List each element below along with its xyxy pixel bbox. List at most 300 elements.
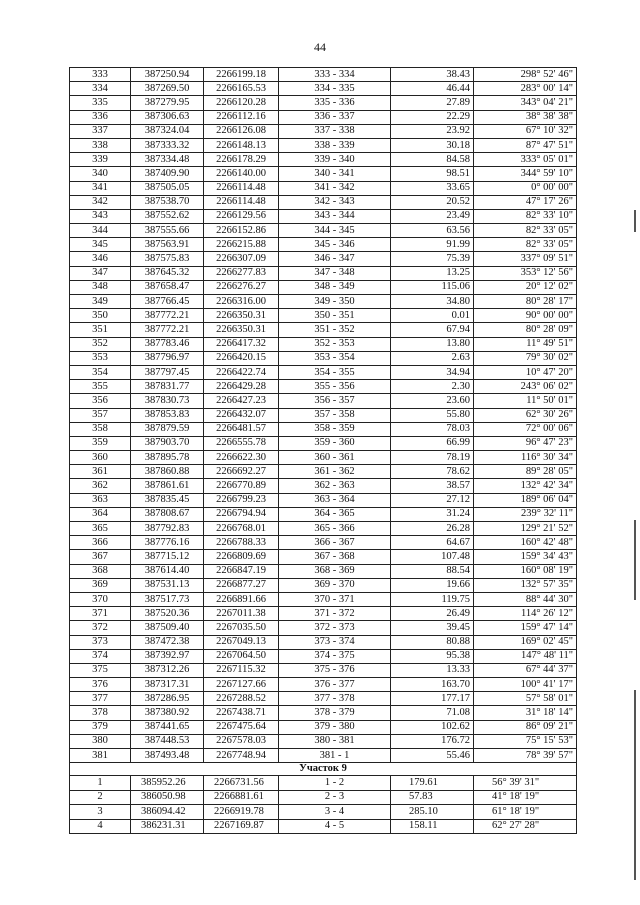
scan-edge-mark [634,210,636,232]
line-segment-cell: 376 - 377 [279,678,391,692]
table-row [70,280,577,294]
point-number-cell: 345 [70,238,131,252]
table-row [70,507,577,521]
y-coordinate-cell: 2266429.28 [204,380,279,394]
table-row [70,493,577,507]
line-segment-cell: 341 - 342 [279,181,391,195]
length-cell: 13.25 [391,266,474,280]
y-coordinate-cell: 2267578.03 [204,734,279,748]
point-number-cell: 360 [70,451,131,465]
x-coordinate-cell: 387860.88 [131,465,204,479]
x-coordinate-cell: 387409.90 [131,167,204,181]
direction-angle-cell: 337° 09' 51" [474,252,577,266]
direction-angle-cell: 67° 10' 32" [474,124,577,138]
direction-angle-cell: 96° 47' 23" [474,436,577,450]
point-number-cell: 362 [70,479,131,493]
length-cell: 34.94 [391,365,474,379]
length-cell: 13.33 [391,663,474,677]
line-segment-cell: 1 - 2 [279,776,391,791]
length-cell: 78.19 [391,451,474,465]
length-cell: 119.75 [391,592,474,606]
page-number: 44 [314,40,326,54]
line-segment-cell: 4 - 5 [279,819,391,834]
x-coordinate-cell: 387783.46 [131,337,204,351]
direction-angle-cell: 132° 57' 35" [474,578,577,592]
table-row [70,564,577,578]
table-row [70,522,577,536]
length-cell: 57.83 [391,790,474,805]
length-cell: 27.12 [391,493,474,507]
table-row [70,692,577,706]
direction-angle-cell: 132° 42' 34" [474,479,577,493]
direction-angle-cell: 38° 38' 38" [474,110,577,124]
y-coordinate-cell: 2266178.29 [204,153,279,167]
direction-angle-cell: 159° 47' 14" [474,621,577,635]
x-coordinate-cell: 387835.45 [131,493,204,507]
y-coordinate-cell: 2266768.01 [204,522,279,536]
point-number-cell: 353 [70,351,131,365]
line-segment-cell: 346 - 347 [279,252,391,266]
point-number-cell: 336 [70,110,131,124]
table-row [70,167,577,181]
table-row [70,451,577,465]
table-row [70,607,577,621]
length-cell: 38.57 [391,479,474,493]
direction-angle-cell: 344° 59' 10" [474,167,577,181]
line-segment-cell: 377 - 378 [279,692,391,706]
length-cell: 26.28 [391,522,474,536]
length-cell: 39.45 [391,621,474,635]
table-row [70,649,577,663]
line-segment-cell: 364 - 365 [279,507,391,521]
table-row [70,110,577,124]
y-coordinate-cell: 2266481.57 [204,422,279,436]
line-segment-cell: 367 - 368 [279,550,391,564]
y-coordinate-cell: 2266770.89 [204,479,279,493]
y-coordinate-cell: 2266788.33 [204,536,279,550]
line-segment-cell: 351 - 352 [279,323,391,337]
length-cell: 78.03 [391,422,474,436]
point-number-cell: 381 [70,749,131,763]
table-row [70,536,577,550]
point-number-cell: 355 [70,380,131,394]
point-number-cell: 350 [70,309,131,323]
x-coordinate-cell: 387324.04 [131,124,204,138]
y-coordinate-cell: 2266114.48 [204,181,279,195]
line-segment-cell: 357 - 358 [279,408,391,422]
point-number-cell: 370 [70,592,131,606]
direction-angle-cell: 82° 33' 10" [474,209,577,223]
length-cell: 71.08 [391,706,474,720]
x-coordinate-cell: 387879.59 [131,422,204,436]
point-number-cell: 346 [70,252,131,266]
y-coordinate-cell: 2266114.48 [204,195,279,209]
direction-angle-cell: 89° 28' 05" [474,465,577,479]
direction-angle-cell: 20° 12' 02" [474,280,577,294]
line-segment-cell: 337 - 338 [279,124,391,138]
x-coordinate-cell: 385952.26 [131,776,204,791]
x-coordinate-cell: 387279.95 [131,96,204,110]
y-coordinate-cell: 2267475.64 [204,720,279,734]
table-row [70,380,577,394]
line-segment-cell: 379 - 380 [279,720,391,734]
line-segment-cell: 344 - 345 [279,224,391,238]
length-cell: 63.56 [391,224,474,238]
y-coordinate-cell: 2266881.61 [204,790,279,805]
point-number-cell: 333 [70,68,131,82]
line-segment-cell: 368 - 369 [279,564,391,578]
table-row [70,82,577,96]
table-row [70,96,577,110]
direction-angle-cell: 47° 17' 26" [474,195,577,209]
direction-angle-cell: 100° 41' 17" [474,678,577,692]
length-cell: 13.80 [391,337,474,351]
line-segment-cell: 347 - 348 [279,266,391,280]
direction-angle-cell: 243° 06' 02" [474,380,577,394]
direction-angle-cell: 56° 39' 31" [474,776,577,791]
direction-angle-cell: 75° 15' 53" [474,734,577,748]
length-cell: 177.17 [391,692,474,706]
direction-angle-cell: 88° 44' 30" [474,592,577,606]
line-segment-cell: 372 - 373 [279,621,391,635]
point-number-cell: 380 [70,734,131,748]
length-cell: 2.63 [391,351,474,365]
scan-edge-mark [634,520,636,600]
x-coordinate-cell: 387317.31 [131,678,204,692]
line-segment-cell: 363 - 364 [279,493,391,507]
point-number-cell: 379 [70,720,131,734]
direction-angle-cell: 116° 30' 34" [474,451,577,465]
y-coordinate-cell: 2266120.28 [204,96,279,110]
x-coordinate-cell: 387493.48 [131,749,204,763]
point-number-cell: 351 [70,323,131,337]
direction-angle-cell: 189° 06' 04" [474,493,577,507]
length-cell: 23.60 [391,394,474,408]
direction-angle-cell: 129° 21' 52" [474,522,577,536]
x-coordinate-cell: 387333.32 [131,138,204,152]
direction-angle-cell: 160° 42' 48" [474,536,577,550]
length-cell: 27.89 [391,96,474,110]
direction-angle-cell: 87° 47' 51" [474,138,577,152]
direction-angle-cell: 82° 33' 05" [474,224,577,238]
line-segment-cell: 349 - 350 [279,295,391,309]
point-number-cell: 378 [70,706,131,720]
direction-angle-cell: 333° 05' 01" [474,153,577,167]
point-number-cell: 365 [70,522,131,536]
direction-angle-cell: 298° 52' 46" [474,68,577,82]
table-row [70,365,577,379]
point-number-cell: 4 [70,819,131,834]
x-coordinate-cell: 387520.36 [131,607,204,621]
direction-angle-cell: 90° 00' 00" [474,309,577,323]
section-header-row [70,763,577,776]
direction-angle-cell: 67° 44' 37" [474,663,577,677]
point-number-cell: 349 [70,295,131,309]
line-segment-cell: 338 - 339 [279,138,391,152]
point-number-cell: 375 [70,663,131,677]
table-row [70,181,577,195]
x-coordinate-cell: 387531.13 [131,578,204,592]
y-coordinate-cell: 2266277.83 [204,266,279,280]
x-coordinate-cell: 387831.77 [131,380,204,394]
table-row [70,138,577,152]
line-segment-cell: 366 - 367 [279,536,391,550]
point-number-cell: 358 [70,422,131,436]
line-segment-cell: 371 - 372 [279,607,391,621]
direction-angle-cell: 11° 50' 01" [474,394,577,408]
line-segment-cell: 362 - 363 [279,479,391,493]
line-segment-cell: 355 - 356 [279,380,391,394]
direction-angle-cell: 114° 26' 12" [474,607,577,621]
line-segment-cell: 2 - 3 [279,790,391,805]
direction-angle-cell: 11° 49' 51" [474,337,577,351]
table-row [70,635,577,649]
line-segment-cell: 361 - 362 [279,465,391,479]
y-coordinate-cell: 2266427.23 [204,394,279,408]
x-coordinate-cell: 387853.83 [131,408,204,422]
direction-angle-cell: 57° 58' 01" [474,692,577,706]
length-cell: 285.10 [391,805,474,820]
point-number-cell: 373 [70,635,131,649]
point-number-cell: 361 [70,465,131,479]
table-row [70,550,577,564]
table-row [70,68,577,82]
length-cell: 55.80 [391,408,474,422]
point-number-cell: 334 [70,82,131,96]
x-coordinate-cell: 386231.31 [131,819,204,834]
table-row [70,465,577,479]
y-coordinate-cell: 2266919.78 [204,805,279,820]
direction-angle-cell: 62° 30' 26" [474,408,577,422]
x-coordinate-cell: 387808.67 [131,507,204,521]
y-coordinate-cell: 2266877.27 [204,578,279,592]
point-number-cell: 339 [70,153,131,167]
y-coordinate-cell: 2266307.09 [204,252,279,266]
table-row [70,295,577,309]
point-number-cell: 357 [70,408,131,422]
direction-angle-cell: 31° 18' 14" [474,706,577,720]
table-row [70,790,577,805]
x-coordinate-cell: 387861.61 [131,479,204,493]
table-row [70,578,577,592]
line-segment-cell: 373 - 374 [279,635,391,649]
x-coordinate-cell: 387772.21 [131,323,204,337]
table-row [70,776,577,791]
line-segment-cell: 348 - 349 [279,280,391,294]
x-coordinate-cell: 387895.78 [131,451,204,465]
direction-angle-cell: 62° 27' 28" [474,819,577,834]
length-cell: 67.94 [391,323,474,337]
y-coordinate-cell: 2267748.94 [204,749,279,763]
line-segment-cell: 369 - 370 [279,578,391,592]
direction-angle-cell: 72° 00' 06" [474,422,577,436]
table-row [70,323,577,337]
direction-angle-cell: 239° 32' 11" [474,507,577,521]
length-cell: 163.70 [391,678,474,692]
table-body-part-b [70,776,577,834]
direction-angle-cell: 343° 04' 21" [474,96,577,110]
length-cell: 179.61 [391,776,474,791]
length-cell: 26.49 [391,607,474,621]
length-cell: 91.99 [391,238,474,252]
y-coordinate-cell: 2266129.56 [204,209,279,223]
table-row [70,621,577,635]
point-number-cell: 342 [70,195,131,209]
length-cell: 102.62 [391,720,474,734]
point-number-cell: 366 [70,536,131,550]
line-segment-cell: 370 - 371 [279,592,391,606]
direction-angle-cell: 80° 28' 17" [474,295,577,309]
x-coordinate-cell: 387552.62 [131,209,204,223]
point-number-cell: 344 [70,224,131,238]
length-cell: 34.80 [391,295,474,309]
x-coordinate-cell: 387772.21 [131,309,204,323]
table-row [70,706,577,720]
point-number-cell: 347 [70,266,131,280]
x-coordinate-cell: 387509.40 [131,621,204,635]
point-number-cell: 337 [70,124,131,138]
x-coordinate-cell: 387380.92 [131,706,204,720]
point-number-cell: 2 [70,790,131,805]
y-coordinate-cell: 2267169.87 [204,819,279,834]
point-number-cell: 3 [70,805,131,820]
length-cell: 88.54 [391,564,474,578]
length-cell: 20.52 [391,195,474,209]
y-coordinate-cell: 2266417.32 [204,337,279,351]
length-cell: 80.88 [391,635,474,649]
x-coordinate-cell: 387448.53 [131,734,204,748]
table-row [70,337,577,351]
line-segment-cell: 354 - 355 [279,365,391,379]
length-cell: 98.51 [391,167,474,181]
table-row [70,195,577,209]
line-segment-cell: 359 - 360 [279,436,391,450]
y-coordinate-cell: 2266112.16 [204,110,279,124]
length-cell: 158.11 [391,819,474,834]
y-coordinate-cell: 2267011.38 [204,607,279,621]
point-number-cell: 352 [70,337,131,351]
y-coordinate-cell: 2266731.56 [204,776,279,791]
x-coordinate-cell: 387658.47 [131,280,204,294]
length-cell: 66.99 [391,436,474,450]
y-coordinate-cell: 2267115.32 [204,663,279,677]
coordinates-table [69,67,577,834]
length-cell: 30.18 [391,138,474,152]
length-cell: 78.62 [391,465,474,479]
y-coordinate-cell: 2266148.13 [204,138,279,152]
table-row [70,436,577,450]
line-segment-cell: 374 - 375 [279,649,391,663]
line-segment-cell: 353 - 354 [279,351,391,365]
y-coordinate-cell: 2266152.86 [204,224,279,238]
line-segment-cell: 343 - 344 [279,209,391,223]
y-coordinate-cell: 2266847.19 [204,564,279,578]
point-number-cell: 367 [70,550,131,564]
length-cell: 84.58 [391,153,474,167]
line-segment-cell: 352 - 353 [279,337,391,351]
point-number-cell: 354 [70,365,131,379]
line-segment-cell: 3 - 4 [279,805,391,820]
y-coordinate-cell: 2266555.78 [204,436,279,450]
direction-angle-cell: 169° 02' 45" [474,635,577,649]
length-cell: 2.30 [391,380,474,394]
direction-angle-cell: 283° 00' 14" [474,82,577,96]
direction-angle-cell: 0° 00' 00" [474,181,577,195]
table-row [70,592,577,606]
point-number-cell: 341 [70,181,131,195]
x-coordinate-cell: 387575.83 [131,252,204,266]
length-cell: 23.92 [391,124,474,138]
length-cell: 38.43 [391,68,474,82]
length-cell: 22.29 [391,110,474,124]
y-coordinate-cell: 2266799.23 [204,493,279,507]
table-row [70,749,577,763]
line-segment-cell: 334 - 335 [279,82,391,96]
x-coordinate-cell: 387334.48 [131,153,204,167]
x-coordinate-cell: 387563.91 [131,238,204,252]
table-row [70,252,577,266]
table-row [70,309,577,323]
x-coordinate-cell: 387306.63 [131,110,204,124]
y-coordinate-cell: 2267064.50 [204,649,279,663]
x-coordinate-cell: 387250.94 [131,68,204,82]
length-cell: 0.01 [391,309,474,323]
table-row [70,734,577,748]
point-number-cell: 343 [70,209,131,223]
y-coordinate-cell: 2266350.31 [204,309,279,323]
point-number-cell: 377 [70,692,131,706]
table-row [70,209,577,223]
line-segment-cell: 336 - 337 [279,110,391,124]
point-number-cell: 335 [70,96,131,110]
y-coordinate-cell: 2266622.30 [204,451,279,465]
x-coordinate-cell: 387614.40 [131,564,204,578]
point-number-cell: 363 [70,493,131,507]
x-coordinate-cell: 386050.98 [131,790,204,805]
table-row [70,663,577,677]
length-cell: 23.49 [391,209,474,223]
y-coordinate-cell: 2266350.31 [204,323,279,337]
y-coordinate-cell: 2266432.07 [204,408,279,422]
line-segment-cell: 378 - 379 [279,706,391,720]
line-segment-cell: 380 - 381 [279,734,391,748]
x-coordinate-cell: 387903.70 [131,436,204,450]
table-row [70,805,577,820]
length-cell: 64.67 [391,536,474,550]
y-coordinate-cell: 2267049.13 [204,635,279,649]
line-segment-cell: 360 - 361 [279,451,391,465]
y-coordinate-cell: 2266420.15 [204,351,279,365]
line-segment-cell: 340 - 341 [279,167,391,181]
line-segment-cell: 375 - 376 [279,663,391,677]
table-row [70,153,577,167]
direction-angle-cell: 159° 34' 43" [474,550,577,564]
x-coordinate-cell: 386094.42 [131,805,204,820]
x-coordinate-cell: 387555.66 [131,224,204,238]
x-coordinate-cell: 387472.38 [131,635,204,649]
direction-angle-cell: 147° 48' 11" [474,649,577,663]
x-coordinate-cell: 387645.32 [131,266,204,280]
point-number-cell: 338 [70,138,131,152]
x-coordinate-cell: 387441.65 [131,720,204,734]
x-coordinate-cell: 387766.45 [131,295,204,309]
table-row [70,819,577,834]
direction-angle-cell: 160° 08' 19" [474,564,577,578]
line-segment-cell: 358 - 359 [279,422,391,436]
y-coordinate-cell: 2266794.94 [204,507,279,521]
x-coordinate-cell: 387392.97 [131,649,204,663]
y-coordinate-cell: 2266276.27 [204,280,279,294]
